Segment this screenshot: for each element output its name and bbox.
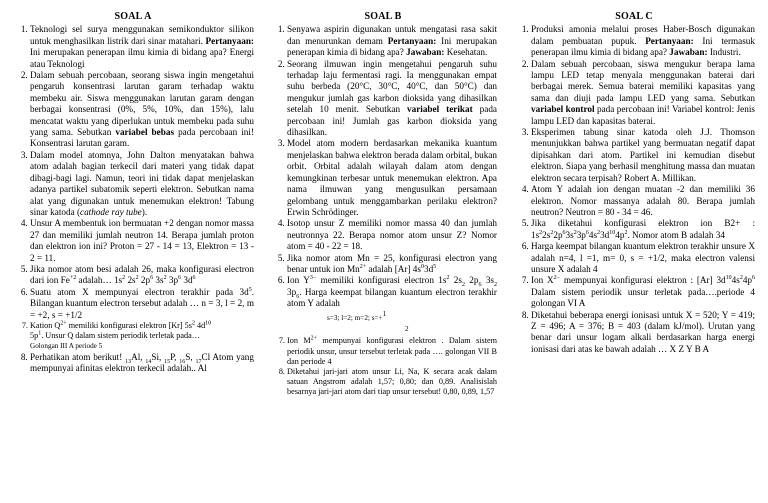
soal-a-question-4 xyxy=(30,218,254,264)
soal-c-question-7: 7. Ion $X^{2-}$ mempunyai konfigurasi elektron : [Ar] $3d^{10}4s^24p^6$ Dalam sistem periodik unsur terletak pada….periode 4 golongan VI A xyxy=(531,275,755,309)
soal-b-question-5: 5. Jika nomor atom Mn = 25, konfigurasi electron yang benar untuk ion $Mn^{2+}$ adalah [Ar] $4s^03d^5$ xyxy=(287,253,497,276)
question-answer: Industri. xyxy=(707,47,741,58)
soal-a-question-6: 6. Suatu atom X mempunyai electron terakhir pada $3d^5$. Bilangan kuantum electron tersebut adalah … n = 3, l = 2, m = +2, s = +1/2 xyxy=(30,287,254,321)
question-text: pada percobaan ini! Konsentrasi larutan garam. xyxy=(30,127,254,149)
soal-b-title: SOAL B xyxy=(364,11,402,22)
question-answer: Kesehatan. xyxy=(444,47,488,58)
soal-c-title: SOAL C xyxy=(615,11,653,22)
soal-b-list xyxy=(269,24,497,397)
question-text: Dalam sebuah percobaan, siswa mengukur berapa lama lampu LED tetap menyala menggunakan baterai dari berbagai merek. Semua baterai memiliki kapasitas yang sama dan diuji pada lampu LED yang sama. Sebutkan xyxy=(531,58,755,103)
soal-c-column xyxy=(513,11,755,355)
question-text: Atom Y adalah ion dengan muatan -2 dan memiliki 36 elektron. Nomor massanya adalah 80. Berapa jumlah neutron? Neutron = 80 - 34 = 46. xyxy=(531,184,755,217)
question-text: . Unsur Q dalam sistem periodik terletak pada… xyxy=(41,331,200,341)
answer-label: Jawaban: xyxy=(406,47,445,58)
soal-b-question-2 xyxy=(287,59,497,139)
question-text: Model atom modern berdasarkan mekanika kuantum menjelaskan bahwa elektron berada dalam orbital, bukan orbit. Orbital adalah wilayah dalam atom dengan kemungkinan terbesar untuk menemukan elektron. Apa nama ilmuwan yang mengusulkan persamaan gelombang untuk menggambarkan perilaku elektron? Erwin Schrödinger. xyxy=(287,138,497,217)
question-text: Ion X xyxy=(531,275,554,286)
soal-b-question-6: 6. Ion $Y^{3-}$ memiliki konfigurasi electron $1s^2$ $2s_2$ $2p_6$ $3s_2$ $3p_6$. Harga keempat bilangan kuantum electron terakhir atom Y adalah s=3; l=2; m=2; s=+$^1$ 2 xyxy=(287,275,497,334)
question-text: . Bilangan kuantum electron tersebut adalah … n = 3, l = 2, m = +2, s = +1/2 xyxy=(30,286,254,320)
question-keyword: cathode ray tube xyxy=(80,206,142,217)
question-text: Harga keempat bilangan kuantum elektron terakhir unsure X adalah n=4, l =1, m= 0, s = +1/2, maka electron valensi unsure X adalah 4 xyxy=(531,241,755,274)
question-text: mempunyai konfigurasi elektron : [Ar] 3d xyxy=(560,275,726,286)
question-text: Perhatikan atom berikut! xyxy=(30,351,126,362)
soal-b-question-3 xyxy=(287,138,497,218)
question-text: Senyawa aspirin digunakan untuk mengatasi rasa sakit dan menurunkan demam xyxy=(287,24,497,46)
question-text: Unsur A membentuk ion bermuatan +2 dengan nomor massa 27 dan memiliki jumlah neutron 14. Berapa jumlah proton dan elektron ion ini? Proton = 27 - 14 = 13, Elektron = 13 - 2 = 11. xyxy=(30,218,254,263)
question-answer: Golongan III A periode 5 xyxy=(30,342,103,351)
question-text: Isotop unsur Z memiliki nomor massa 40 dan jumlah neutronnya 22. Berapa nomor atom unsur Z? Nomor atom = 40 - 22 = 18. xyxy=(287,218,497,252)
question-text: Kation Q xyxy=(30,320,61,330)
answer-label: Jawaban: xyxy=(669,47,708,58)
question-keyword: variabel terikat xyxy=(407,104,473,115)
question-text: 5p xyxy=(30,331,39,341)
question-text: Ini merupakan penerapan ilmu kimia di bidang apa? Energi atau Teknologi xyxy=(30,47,254,69)
question-text: 3d xyxy=(423,263,434,274)
soal-b-question-8 xyxy=(287,367,497,398)
soal-a-question-8: 8. Perhatikan atom berikut! $_{13}$Al, $_{14}$Si, $_{15}$P, $_{16}$S, $_{17}$Cl Atom yang mempunyai afinitas elektron terkecil adalah.. Al xyxy=(30,352,254,375)
question-text: memiliki konfigurasi elektron [Kr] 5s xyxy=(66,320,192,330)
question-text: pada percobaan ini! Variabel kontrol: Jenis lampu LED dan kapasitas baterai. xyxy=(531,104,755,126)
question-text: adalah… 1s xyxy=(76,275,123,286)
question-text: Dalam sebuah percobaan, seorang siswa ingin mengetahui pengaruh konsentrasi larutan garam terhadap waktu membeku air. Siswa menggunakan larutan garam dengan berbagai konsentrasi (0%, 5%, 10%, dan 15%), lalu mencatat waktu yang diperlukan untuk membeku pada suhu yang sama. Sebutkan xyxy=(30,70,254,138)
question-text: 4p xyxy=(742,275,752,286)
question-text: adalah [Ar] 4s xyxy=(366,263,421,274)
question-text: Teknologi sel surya menggunakan semikonduktor silikon untuk menghasilkan listrik dari sinar matahari. xyxy=(30,24,254,46)
question-text: 4s xyxy=(731,275,740,286)
soal-c-question-4 xyxy=(531,184,755,218)
question-text: Diketahui beberapa energi ionisasi untuk X = 520; Y = 419; Z = 496; A = 376; B = 403 (dalam kJ/mol). Urutan yang benar dari unsur logam alkali berdasarkan harga energi ionisasi dari atas ke bawah adalah … X Z Y B A xyxy=(531,309,755,354)
soal-b-column xyxy=(269,11,497,398)
question-text: Suatu atom X mempunyai electron terakhir pada 3d xyxy=(30,286,249,297)
question-text: ). xyxy=(141,206,148,217)
soal-a-column xyxy=(12,11,254,374)
soal-b-question-4 xyxy=(287,218,497,252)
question-text: Ini termasuk penerapan ilmu kimia di bidang apa? xyxy=(531,35,755,58)
soal-a-question-7: 7. Kation $Q^{2+}$ memiliki konfigurasi elektron [Kr] $5s^2$ $4d^{10}$ $5p^1$. Unsur Q dalam sistem periodik terletak pada… Golongan III A periode 5 xyxy=(30,321,254,352)
question-text: Produksi amonia melalui proses Haber-Bosch digunakan dalam pembuatan pupuk. xyxy=(531,24,755,46)
soal-a-question-2 xyxy=(30,70,254,150)
soal-c-question-1 xyxy=(531,24,755,58)
question-text: Ion Y xyxy=(287,275,310,286)
question-text: 4d xyxy=(194,320,206,330)
question-text: Jika nomor atom besi adalah 26, maka konfigurasi electron dari ion Fe xyxy=(30,263,254,286)
soal-b-question-7: 7. Ion $M^{2+}$ mempunyai konfigurasi elektron . Dalam sistem periodik unsur, unsur tersebut terletak pada …. golongan VII B dan periode 4 xyxy=(287,336,497,367)
question-label: Pertanyaan: xyxy=(205,35,254,46)
question-text: memiliki konfigurasi electron 1s xyxy=(316,275,447,286)
question-text: pada percobaan ini! Jumlah gas karbon dioksida yang dihasilkan. xyxy=(287,104,498,138)
question-text: Atom yang mempunyai afinitas elektron terkecil adalah.. Al xyxy=(30,351,254,373)
soal-a-question-3 xyxy=(30,150,254,218)
soal-a-list xyxy=(12,24,254,374)
question-keyword: variabel bebas xyxy=(115,127,175,138)
question-text: Jika nomor atom Mn = 25, konfigurasi electron yang benar untuk ion Mn xyxy=(287,252,497,274)
question-text: Jika diketahui konfigurasi elektron ion B2+ : 1s xyxy=(531,218,755,240)
question-label: Pertanyaan: xyxy=(645,35,694,46)
question-label: Pertanyaan: xyxy=(387,35,437,46)
soal-b-question-1 xyxy=(287,24,497,58)
soal-c-question-8 xyxy=(531,310,755,356)
question-text: mempunyai konfigurasi elektron . Dalam sistem periodik unsur, unsur tersebut terletak pada …. golongan VII B dan periode 4 xyxy=(287,336,497,366)
question-answer: s=3; l=2; m=2; s=+ xyxy=(327,313,383,322)
soal-c-question-5: 5. Jika diketahui konfigurasi elektron ion B2+ : $1s^22s^22p^63s^23p^64s^23d^{10}4p^2$. Nomor atom B adalah 34 xyxy=(531,218,755,241)
question-text: Ini merupakan penerapan kimia di bidang apa? xyxy=(287,35,498,58)
soal-c-list xyxy=(513,24,755,355)
question-text: Dalam model atomnya, John Dalton menyatakan bahwa atom adalah bagian terkecil dari materi yang tidak dapat dibagi-bagi lagi. Namun, teori ini tidak dapat menjelaskan adanya partikel subatomik seperti elektron. Sebutkan nama alat yang digunakan untuk menemukan elektron! Tabung sinar katoda ( xyxy=(30,149,254,217)
question-text: Dalam sistem periodik unsur terletak pada….periode 4 golongan VI A xyxy=(531,286,755,309)
question-keyword: variabel kontrol xyxy=(531,104,595,115)
question-text: Eksperimen tabung sinar katoda oleh J.J. Thomson menunjukkan bahwa partikel yang bermuatan negatif dapat dipisahkan dari atom. Partikel ini kemudian disebut elektron. Siapa yang berhasil menghitung massa dan muatan elektron secara terpisah? Robert A. Millikan. xyxy=(531,127,755,183)
question-text: Seorang ilmuwan ingin mengetahui pengaruh suhu terhadap laju fermentasi ragi. Ia menggunakan empat suhu berbeda (20°C, 30°C, 40°C, dan 50°C) dan mengukur jumlah gas karbon dioksida yang dihasilkan setelah 10 menit. Sebutkan xyxy=(287,58,497,115)
question-text: . Nomor atom B adalah 34 xyxy=(627,229,725,240)
soal-a-question-5: 5. Jika nomor atom besi adalah 26, maka konfigurasi electron dari ion $Fe^{+2}$ adalah… $1s^2$ $2s^2$ $2p^6$ $3s^2$ $3p^6$ $3d^6$ xyxy=(30,264,254,287)
question-text: Diketahui jari-jari atom unsur Li, Na, K secara acak dalam satuan Angstrom adalah 1,57; 0,80; dan 0,89. Analisislah besarnya jari-jari atom dari tiap unsur tersebut! 0,80, 0,89, 1,57 xyxy=(287,367,497,397)
question-text: . Harga keempat bilangan kuantum electron terakhir atom Y adalah xyxy=(287,286,497,309)
soal-c-question-6 xyxy=(531,241,755,275)
soal-a-question-1 xyxy=(30,24,254,70)
question-text: Ion M xyxy=(287,336,311,346)
soal-c-question-2 xyxy=(531,59,755,127)
soal-c-question-3 xyxy=(531,127,755,184)
soal-a-title: SOAL A xyxy=(114,11,152,22)
